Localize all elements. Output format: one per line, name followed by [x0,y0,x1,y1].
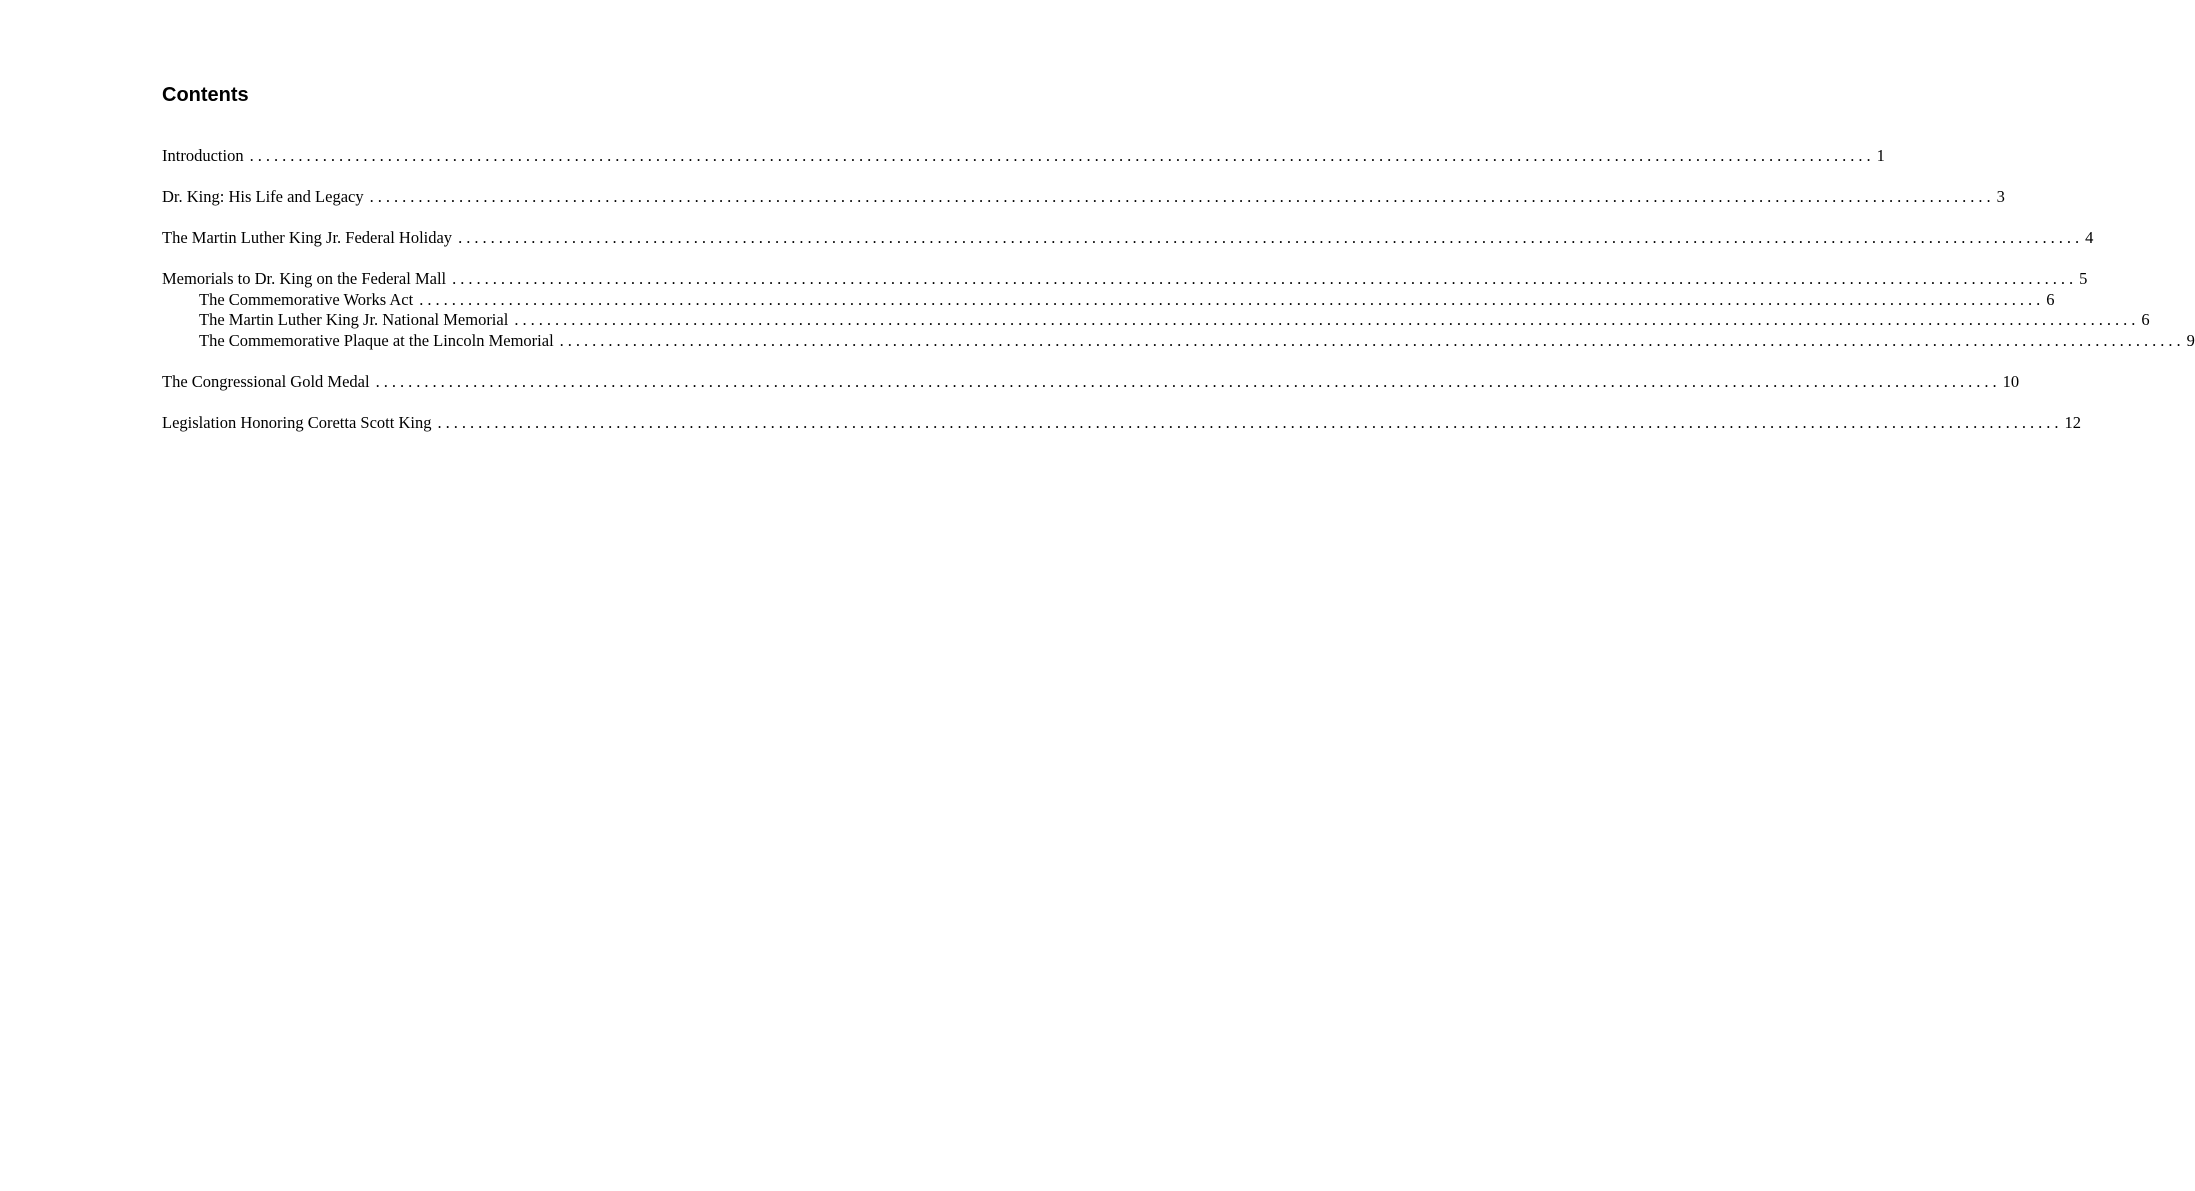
toc-entry-title: The Commemorative Works Act [199,289,414,309]
toc-entry-gold-medal[interactable] [162,371,2020,393]
toc-entry-life-and-legacy[interactable] [162,187,2005,208]
toc-entry-federal-holiday[interactable] [162,228,2094,249]
toc-entry-title: Legislation Honoring Coretta Scott King [162,412,432,432]
toc-group-federal-holiday [162,228,2094,249]
toc-entry-title: Introduction [162,146,244,165]
toc-entry-page-number: 9 [2186,330,2195,350]
toc-dot-leader: ........................................................................................................................................................................................................ [419,289,2045,309]
toc-dot-leader: ........................................................................................................................................................................................................ [452,269,2078,288]
toc-dot-leader: ........................................................................................................................................................................................................ [514,310,2140,329]
toc-group-introduction [162,146,1885,167]
toc-entry-title: Memorials to Dr. King on the Federal Mall [162,269,447,288]
toc-entry-page-number: 12 [2064,412,2081,432]
toc-subentry-national-memorial[interactable] [162,310,2150,331]
table-of-contents [162,146,2195,454]
toc-entry-page-number: 5 [2079,269,2088,288]
toc-subentry-commemorative-plaque[interactable] [162,330,2195,352]
toc-dot-leader: ........................................................................................................................................................................................................ [249,146,1875,165]
toc-entry-page-number: 10 [2002,371,2020,391]
toc-entry-page-number: 4 [2085,228,2094,247]
toc-entry-page-number: 1 [1876,146,1885,165]
toc-entry-title: The Martin Luther King Jr. Federal Holiday [162,228,453,247]
toc-entry-title: Dr. King: His Life and Legacy [162,187,364,206]
toc-entry-title: The Martin Luther King Jr. National Memorial [199,310,509,329]
toc-dot-leader: ........................................................................................................................................................................................................ [458,228,2084,247]
toc-entry-page-number: 3 [1996,187,2005,206]
toc-group-memorials [162,269,2195,351]
toc-dot-leader: ........................................................................................................................................................................................................ [369,187,1995,206]
toc-dot-leader: ........................................................................................................................................................................................................ [559,330,2185,350]
toc-dot-leader: ........................................................................................................................................................................................................ [375,371,2001,391]
toc-entry-page-number: 6 [2141,310,2150,329]
toc-entry-title: The Congressional Gold Medal [162,371,370,391]
toc-entry-introduction[interactable] [162,146,1885,167]
toc-group-gold-medal [162,371,2020,393]
toc-group-coretta-scott-king [162,412,2081,434]
toc-entry-memorials[interactable] [162,269,2088,290]
toc-subentry-commemorative-works-act[interactable] [162,289,2055,311]
toc-group-life-and-legacy [162,187,2005,208]
toc-entry-title: The Commemorative Plaque at the Lincoln Memorial [199,330,554,350]
contents-heading: Contents [162,84,249,106]
toc-entry-page-number: 6 [2046,289,2055,309]
toc-dot-leader: ........................................................................................................................................................................................................ [437,412,2063,432]
toc-entry-coretta-scott-king[interactable] [162,412,2081,434]
